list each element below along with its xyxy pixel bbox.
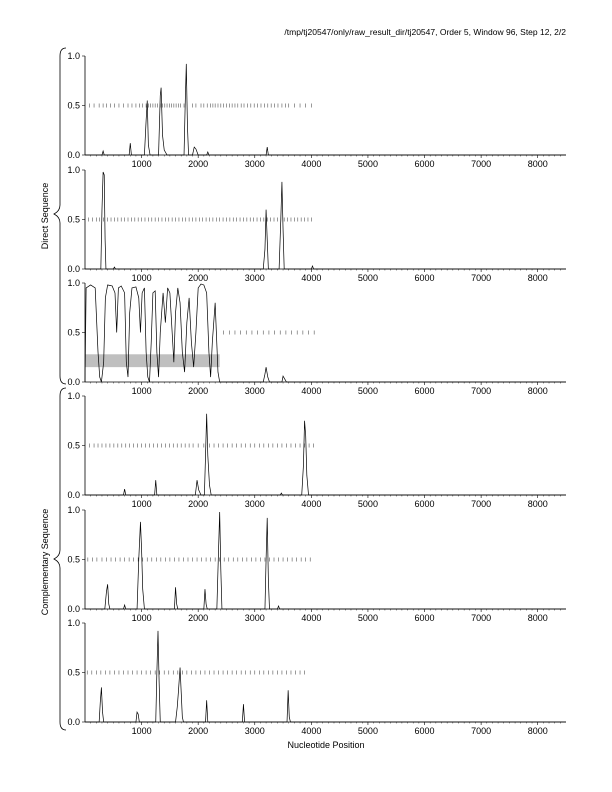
y-tick-label: 1.0 xyxy=(67,278,80,288)
series-line xyxy=(85,284,566,382)
panel-5 xyxy=(67,505,566,623)
series-line xyxy=(85,631,566,722)
x-tick-label: 7000 xyxy=(471,273,492,283)
x-tick-label: 5000 xyxy=(357,613,378,623)
x-tick-label: 7000 xyxy=(471,726,492,736)
y-tick-label: 0.0 xyxy=(67,264,80,274)
x-tick-label: 3000 xyxy=(244,273,265,283)
x-tick-label: 1000 xyxy=(131,613,152,623)
y-tick-label: 0.0 xyxy=(67,604,80,614)
x-tick-label: 4000 xyxy=(301,159,322,169)
x-tick-label: 3000 xyxy=(244,499,265,509)
x-tick-label: 2000 xyxy=(188,159,209,169)
x-tick-label: 4000 xyxy=(301,386,322,396)
x-tick-label: 1000 xyxy=(131,386,152,396)
complementary-sequence-bracket xyxy=(54,388,66,730)
panel-2 xyxy=(67,165,566,283)
x-tick-label: 3000 xyxy=(244,613,265,623)
x-tick-label: 6000 xyxy=(414,499,435,509)
series-line xyxy=(85,512,566,609)
x-tick-label: 4000 xyxy=(301,273,322,283)
x-tick-label: 1000 xyxy=(131,499,152,509)
x-tick-label: 5000 xyxy=(357,386,378,396)
x-tick-label: 7000 xyxy=(471,613,492,623)
y-tick-label: 0.0 xyxy=(67,490,80,500)
x-tick-label: 6000 xyxy=(414,386,435,396)
series-line xyxy=(85,64,566,155)
y-tick-label: 1.0 xyxy=(67,165,80,175)
x-tick-label: 7000 xyxy=(471,386,492,396)
y-tick-label: 0.5 xyxy=(67,440,80,451)
x-tick-label: 7000 xyxy=(471,159,492,169)
x-tick-label: 5000 xyxy=(357,273,378,283)
header-text: /tmp/tj20547/only/raw_result_dir/tj20547, Order 5, Window 96, Step 12, 2/2 xyxy=(284,27,566,37)
x-tick-label: 8000 xyxy=(527,386,548,396)
x-tick-label: 2000 xyxy=(188,499,209,509)
shaded-band xyxy=(85,354,220,367)
x-tick-label: 5000 xyxy=(357,499,378,509)
x-tick-label: 6000 xyxy=(414,613,435,623)
x-tick-label: 3000 xyxy=(244,386,265,396)
y-tick-label: 1.0 xyxy=(67,391,80,401)
direct-sequence-bracket xyxy=(54,48,66,384)
panel-4 xyxy=(67,391,566,509)
x-tick-label: 7000 xyxy=(471,499,492,509)
x-tick-label: 3000 xyxy=(244,726,265,736)
x-tick-label: 2000 xyxy=(188,613,209,623)
y-tick-label: 0.5 xyxy=(67,100,80,111)
x-tick-label: 2000 xyxy=(188,386,209,396)
direct-sequence-label: Direct Sequence xyxy=(40,182,50,250)
x-tick-label: 6000 xyxy=(414,159,435,169)
y-tick-label: 0.5 xyxy=(67,214,80,225)
x-tick-label: 6000 xyxy=(414,273,435,283)
complementary-sequence-label: Complementary Sequence xyxy=(40,508,50,616)
x-tick-label: 2000 xyxy=(188,273,209,283)
x-tick-label: 3000 xyxy=(244,159,265,169)
y-tick-label: 0.0 xyxy=(67,150,80,160)
panels-group xyxy=(67,51,566,736)
x-tick-label: 8000 xyxy=(527,159,548,169)
x-tick-label: 4000 xyxy=(301,726,322,736)
y-tick-label: 0.5 xyxy=(67,554,80,565)
panel-3 xyxy=(67,278,566,396)
x-axis-label: Nucleotide Position xyxy=(287,740,365,750)
series-line xyxy=(85,172,566,269)
x-tick-label: 8000 xyxy=(527,499,548,509)
y-tick-label: 1.0 xyxy=(67,618,80,628)
x-tick-label: 8000 xyxy=(527,726,548,736)
x-tick-label: 4000 xyxy=(301,499,322,509)
panel-6 xyxy=(67,618,566,736)
y-tick-label: 1.0 xyxy=(67,51,80,61)
group-brackets xyxy=(40,48,66,730)
y-tick-label: 1.0 xyxy=(67,505,80,515)
y-tick-label: 0.0 xyxy=(67,717,80,727)
x-tick-label: 1000 xyxy=(131,726,152,736)
x-tick-label: 1000 xyxy=(131,159,152,169)
y-tick-label: 0.5 xyxy=(67,667,80,678)
y-tick-label: 0.5 xyxy=(67,327,80,338)
x-tick-label: 5000 xyxy=(357,159,378,169)
series-line xyxy=(85,414,566,495)
x-tick-label: 4000 xyxy=(301,613,322,623)
panel-1 xyxy=(67,51,566,169)
x-tick-label: 1000 xyxy=(131,273,152,283)
x-tick-label: 6000 xyxy=(414,726,435,736)
x-tick-label: 5000 xyxy=(357,726,378,736)
y-tick-label: 0.0 xyxy=(67,377,80,387)
x-tick-label: 8000 xyxy=(527,613,548,623)
x-tick-label: 2000 xyxy=(188,726,209,736)
x-tick-label: 8000 xyxy=(527,273,548,283)
